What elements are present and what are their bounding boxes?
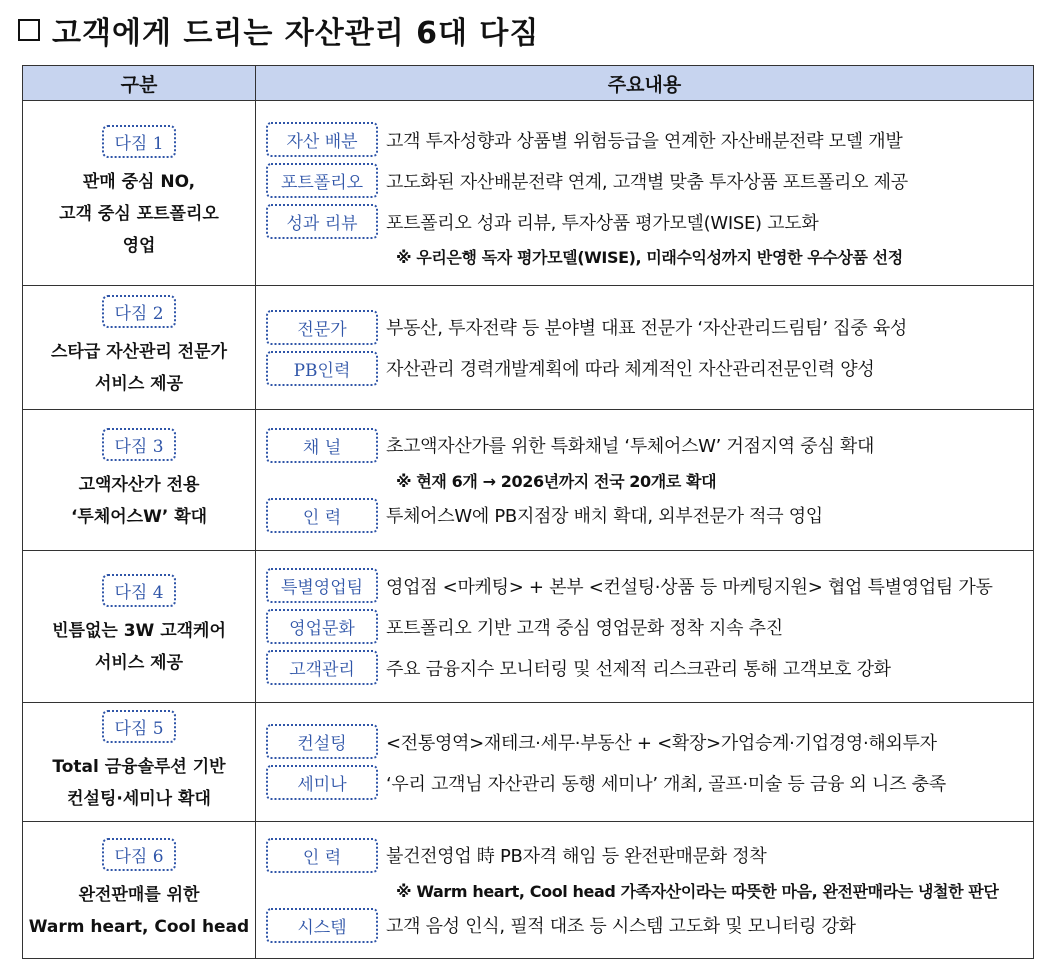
list-item [266,609,1033,644]
header-category: 구분 [23,66,256,101]
list-item [266,122,1033,157]
table-row [23,286,1034,410]
checkbox-icon [18,19,40,41]
item-tag: 인 력 [266,838,378,873]
item-text: 포트폴리오 기반 고객 중심 영업문화 정착 지속 추진 [386,617,783,639]
item-tag: 채 널 [266,428,378,463]
item-text: 고도화된 자산배분전략 연계, 고객별 맞춤 투자상품 포트폴리오 제공 [386,171,908,193]
list-item [266,163,1033,198]
item-tag: 특별영업팀 [266,568,378,603]
item-note: ※ 현재 6개 → 2026년까지 전국 20개로 확대 [396,471,717,491]
table-header-row [23,66,1034,101]
item-text: 투체어스W에 PB지점장 배치 확대, 외부전문가 적극 영입 [386,506,823,527]
item-tag: 시스템 [266,908,378,943]
pledge-cell [23,703,256,822]
item-note: ※ Warm heart, Cool head 가족자산이라는 따뜻한 마음, 완전판매라는 냉철한 판단 [396,881,999,901]
pledge-description: 고액자산가 전용 ‘투체어스W’ 확대 [70,474,208,527]
list-item [266,838,1033,873]
pledges-table [22,65,1034,959]
list-item [266,908,1033,943]
list-item [266,428,1033,463]
list-item [266,765,1033,800]
content-cell [256,551,1034,703]
list-item [266,310,1033,345]
pledge-description: 판매 중심 NO, 고객 중심 포트폴리오 영업 [59,171,219,256]
page-title [18,10,539,50]
item-text: ‘우리 고객님 자산관리 동행 세미나’ 개최, 골프·미술 등 금융 외 니즈 충족 [386,773,946,795]
pledge-description: 완전판매를 위한 Warm heart, Cool head [28,884,250,937]
pledge-description: 스타급 자산관리 전문가 서비스 제공 [50,342,228,394]
item-note: ※ 우리은행 독자 평가모델(WISE), 미래수익성까지 반영한 우수상품 선정 [396,248,903,267]
item-text: <전통영역>재테크·세무·부동산 + <확장>가업승계·기업경영·해외투자 [386,732,937,754]
item-text: 초고액자산가를 위한 특화채널 ‘투체어스W’ 거점지역 중심 확대 [386,436,875,457]
item-text: 포트폴리오 성과 리뷰, 투자상품 평가모델(WISE) 고도화 [386,212,819,234]
item-tag: 고객관리 [266,650,378,685]
item-tag: 세미나 [266,765,378,800]
item-text: 고객 투자성향과 상품별 위험등급을 연계한 자산배분전략 모델 개발 [386,130,903,152]
item-text: 부동산, 투자전략 등 분야별 대표 전문가 ‘자산관리드림팀’ 집중 육성 [386,318,908,339]
list-item [266,650,1033,685]
item-tag: PB인력 [266,351,378,386]
pledge-badge: 다짐 3 [102,428,175,461]
pledge-cell [23,286,256,410]
content-cell [256,410,1034,551]
pledge-badge: 다짐 1 [102,125,175,158]
table-row [23,101,1034,286]
item-text: 고객 음성 인식, 필적 대조 등 시스템 고도화 및 모니터링 강화 [386,916,856,937]
item-tag: 영업문화 [266,609,378,644]
item-tag: 컨설팅 [266,724,378,759]
pledge-cell [23,551,256,703]
content-cell [256,822,1034,959]
pledge-description: 빈틈없는 3W 고객케어 서비스 제공 [52,621,226,673]
pledge-badge: 다짐 2 [102,295,175,328]
pledge-cell [23,822,256,959]
content-cell [256,703,1034,822]
page-title-text: 고객에게 드리는 자산관리 6대 다짐 [52,16,540,51]
pledge-cell [23,410,256,551]
table-row [23,410,1034,551]
item-tag: 인 력 [266,498,378,533]
item-text: 불건전영업 時 PB자격 해임 등 완전판매문화 정착 [386,846,767,867]
list-item [266,204,1033,239]
item-tag: 성과 리뷰 [266,204,378,239]
list-item [266,568,1033,603]
pledge-badge: 다짐 4 [102,574,175,607]
item-tag: 자산 배분 [266,122,378,157]
table-row [23,551,1034,703]
pledge-cell [23,101,256,286]
pledge-badge: 다짐 6 [102,838,175,871]
table-row [23,822,1034,959]
item-text: 영업점 <마케팅> + 본부 <컨설팅·상품 등 마케팅지원> 협업 특별영업팀 가동 [386,576,993,598]
content-cell [256,101,1034,286]
list-item [266,351,1033,386]
content-cell [256,286,1034,410]
table-row [23,703,1034,822]
list-item [266,498,1033,533]
pledge-description: Total 금융솔루션 기반 컨설팅·세미나 확대 [52,756,226,809]
item-text: 자산관리 경력개발계획에 따라 체계적인 자산관리전문인력 양성 [386,359,875,380]
item-tag: 포트폴리오 [266,163,378,198]
item-text: 주요 금융지수 모니터링 및 선제적 리스크관리 통해 고객보호 강화 [386,658,891,680]
list-item [266,724,1033,759]
header-content: 주요내용 [256,66,1034,101]
pledge-badge: 다짐 5 [102,710,175,743]
item-tag: 전문가 [266,310,378,345]
